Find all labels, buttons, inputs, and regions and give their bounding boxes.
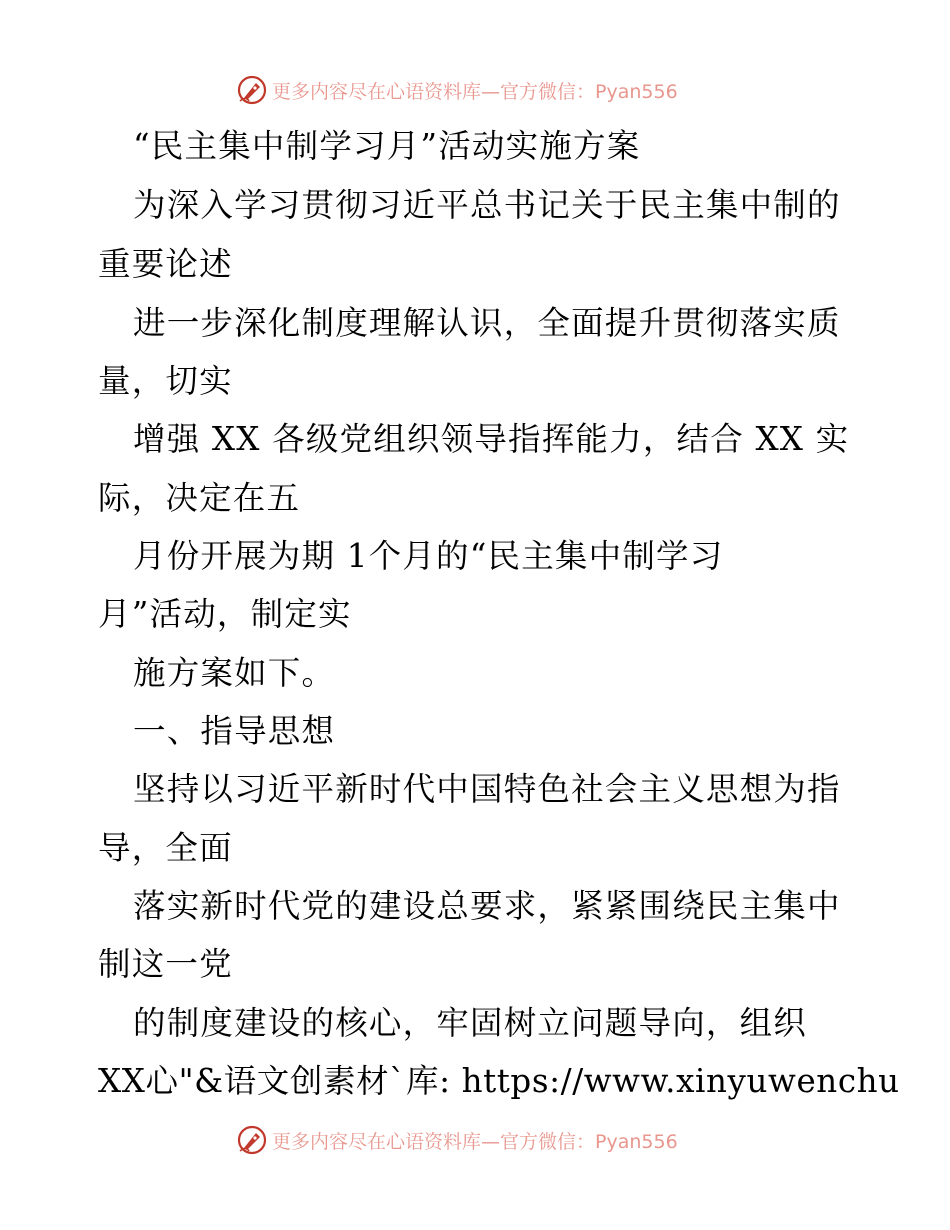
paragraph-line: 月份开展为期 1个月的“民主集中制学习 — [133, 537, 724, 575]
paragraph-line: XX心"&语文创素材`库: https://www.xinyuwenchu — [98, 1062, 900, 1100]
paragraph-line: 月”活动，制定实 — [98, 595, 352, 633]
paragraph-line: 坚持以习近平新时代中国特色社会主义思想为指 — [133, 770, 841, 808]
paragraph-line: 际，决定在五 — [98, 479, 301, 517]
paragraph-line: 落实新时代党的建设总要求，紧紧围绕民主集中 — [133, 887, 841, 925]
paragraph-line: 施方案如下。 — [133, 654, 336, 692]
paragraph-line: 重要论述 — [98, 245, 233, 283]
footer-watermark-banner — [236, 1122, 716, 1158]
paragraph-line: 导，全面 — [98, 829, 233, 867]
paragraph-line: 的制度建设的核心，牢固树立问题导向，组织 — [133, 1004, 808, 1042]
paragraph-line: 量，切实 — [98, 362, 233, 400]
banner-text: 更多内容尽在心语资料库—官方微信：Pyan556 — [272, 80, 678, 103]
paragraph-line: 进一步深化制度理解认识，全面提升贯彻落实质 — [133, 304, 841, 342]
document-title: “民主集中制学习月”活动实施方案 — [133, 127, 641, 165]
paragraph-line: 制这一党 — [98, 945, 233, 983]
pen-nib-icon — [236, 1124, 268, 1156]
paragraph-line: 增强 XX 各级党组织领导指挥能力，结合 XX 实 — [133, 420, 850, 458]
banner-text: 更多内容尽在心语资料库—官方微信：Pyan556 — [272, 1130, 678, 1153]
paragraph-line: 为深入学习贯彻习近平总书记关于民主集中制的 — [133, 186, 841, 224]
section-heading: 一、指导思想 — [133, 712, 336, 750]
